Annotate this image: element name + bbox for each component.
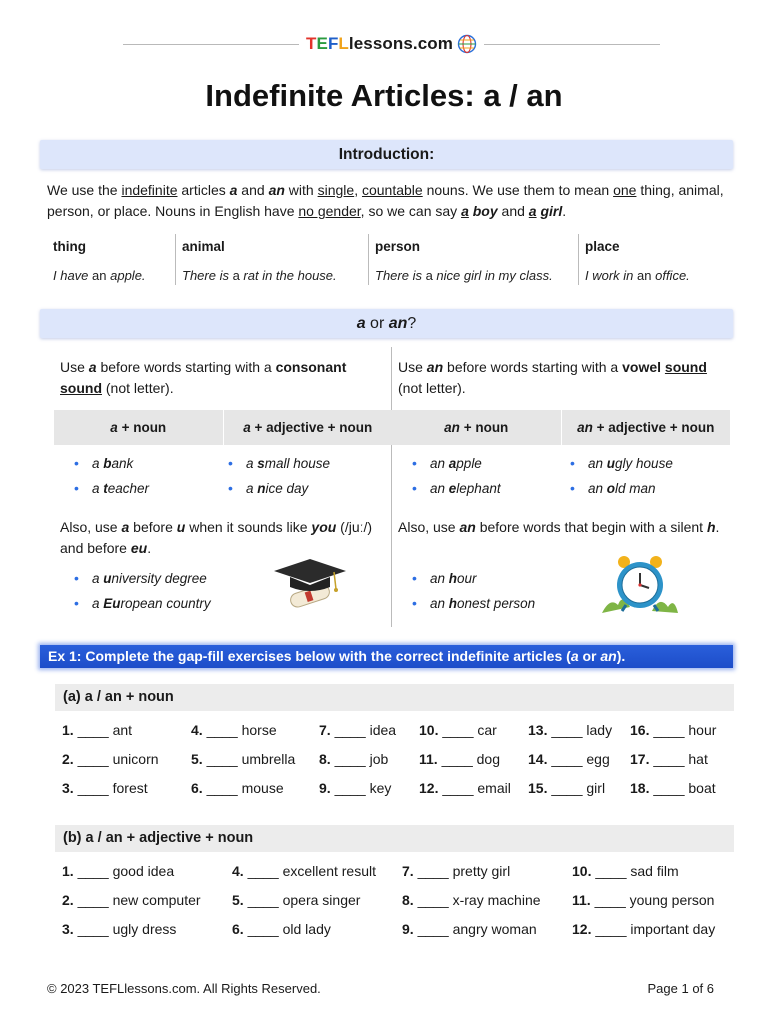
alarm-clock-icon — [600, 553, 680, 615]
exercise-item[interactable]: 1. ____ ant — [62, 722, 133, 738]
divider — [484, 44, 660, 45]
exercise-item[interactable]: 6. ____ old lady — [232, 921, 331, 937]
exercise-item[interactable]: 2. ____ unicorn — [62, 751, 159, 767]
band-text: ? — [407, 315, 417, 332]
exercise-instruction-bar: Ex 1: Complete the gap-fill exercises below with the correct indefinite articles (a or an). — [40, 645, 733, 668]
copyright-text: © 2023 TEFLlessons.com. All Rights Reserved. — [47, 981, 321, 996]
footer — [47, 981, 714, 996]
intro-article: a — [461, 203, 469, 219]
list-item: • an apple — [408, 451, 501, 476]
exercise-item[interactable]: 10. ____ sad film — [572, 863, 679, 879]
exercise-item[interactable]: 16. ____ hour — [630, 722, 717, 738]
category-person — [368, 234, 578, 285]
logo — [299, 34, 484, 54]
exercise-item[interactable]: 12. ____ important day — [572, 921, 716, 937]
intro-article: an — [268, 182, 285, 198]
rule-an: Use an before words starting with a vowel sound (not letter). — [398, 359, 707, 396]
exercise-item[interactable]: 11. ____ dog — [419, 751, 500, 767]
band-article-an: an — [388, 315, 408, 332]
intro-underline: indefinite — [121, 182, 178, 198]
intro-text: , — [354, 182, 362, 198]
exercise-item[interactable]: 13. ____ lady — [528, 722, 613, 738]
exercise-item[interactable]: 7. ____ idea — [319, 722, 397, 738]
category-place — [578, 234, 733, 285]
intro-text: with — [284, 182, 318, 198]
exercise-item[interactable]: 8. ____ job — [319, 751, 389, 767]
also-rule-a: Also, use a before u when it sounds like you (/juː/) and before eu. — [60, 519, 373, 556]
band-text: or — [365, 315, 389, 332]
subheader-an — [392, 410, 730, 445]
intro-article: a — [528, 203, 537, 219]
category-heading: person — [375, 239, 421, 254]
page-number: Page 1 of 6 — [647, 981, 714, 996]
logo-letter-e: E — [316, 34, 328, 53]
intro-paragraph — [47, 180, 737, 222]
exercise-item[interactable]: 5. ____ umbrella — [191, 751, 296, 767]
section-a-title: (a) a / an + noun — [55, 684, 734, 711]
subheader-an-adj-noun: an + adjective + noun — [561, 410, 731, 445]
list-an-noun — [408, 451, 501, 501]
category-example: I have an apple. — [53, 268, 146, 283]
intro-text: . — [562, 203, 567, 219]
exercise-item[interactable]: 5. ____ opera singer — [232, 892, 361, 908]
intro-underline: no gender — [298, 203, 361, 219]
exercise-item[interactable]: 3. ____ ugly dress — [62, 921, 177, 937]
intro-underline: countable — [361, 182, 423, 198]
exercise-item[interactable]: 3. ____ forest — [62, 780, 148, 796]
category-table — [47, 234, 737, 285]
band-article-a: a — [356, 315, 366, 332]
logo-letter-l: L — [338, 34, 349, 53]
page-title: Indefinite Articles: a / an — [205, 78, 563, 113]
exercise-item[interactable]: 14. ____ egg — [528, 751, 610, 767]
also-rule-an: Also, use an before words that begin with a silent h. — [398, 519, 720, 535]
divider — [123, 44, 299, 45]
intro-text: We use the — [47, 182, 122, 198]
list-an-adj-noun — [566, 451, 673, 501]
intro-text: , so we can say — [360, 203, 462, 219]
list-item: • an old man — [566, 476, 673, 501]
list-item: • an hour — [408, 566, 535, 591]
section-b-title: (b) a / an + adjective + noun — [55, 825, 734, 852]
exercise-item[interactable]: 7. ____ pretty girl — [402, 863, 511, 879]
intro-example-noun: girl — [536, 203, 563, 219]
category-heading: thing — [53, 239, 86, 254]
rule-a: Use a before words starting with a consonant sound (not letter). — [60, 359, 347, 396]
list-item: • a European country — [70, 591, 211, 616]
exercise-item[interactable]: 9. ____ angry woman — [402, 921, 537, 937]
list-an-h — [408, 566, 535, 616]
logo-letter-t: T — [306, 34, 317, 53]
intro-example-noun: boy — [468, 203, 498, 219]
intro-article: a — [229, 182, 238, 198]
list-a-u-eu — [70, 566, 211, 616]
list-a-adj-noun — [224, 451, 330, 501]
exercise-item[interactable]: 4. ____ horse — [191, 722, 277, 738]
exercise-item[interactable]: 4. ____ excellent result — [232, 863, 376, 879]
category-heading: animal — [182, 239, 225, 254]
list-item: • an elephant — [408, 476, 501, 501]
exercise-item[interactable]: 8. ____ x-ray machine — [402, 892, 541, 908]
section-band-introduction: Introduction: — [40, 140, 733, 169]
list-item: • a nice day — [224, 476, 330, 501]
exercise-item[interactable]: 6. ____ mouse — [191, 780, 284, 796]
list-item: • a university degree — [70, 566, 211, 591]
list-item: • a teacher — [70, 476, 149, 501]
logo-letter-f: F — [327, 34, 339, 53]
exercise-item[interactable]: 10. ____ car — [419, 722, 497, 738]
list-item: • a small house — [224, 451, 330, 476]
column-a — [54, 347, 390, 627]
intro-text: and — [237, 182, 269, 198]
intro-text: articles — [177, 182, 230, 198]
list-item: • a bank — [70, 451, 149, 476]
exercise-item[interactable]: 17. ____ hat — [630, 751, 708, 767]
exercise-item[interactable]: 18. ____ boat — [630, 780, 716, 796]
subheader-a — [54, 410, 392, 445]
subheader-an-noun: an + noun — [444, 420, 509, 435]
intro-text: thing, animal, person, or place. Nouns in English have — [47, 182, 724, 219]
category-heading: place — [585, 239, 620, 254]
exercise-item[interactable]: 9. ____ key — [319, 780, 392, 796]
list-a-noun — [70, 451, 149, 501]
exercise-item[interactable]: 12. ____ email — [419, 780, 511, 796]
subheader-a-adj-noun: a + adjective + noun — [223, 410, 393, 445]
intro-underline: one — [613, 182, 637, 198]
intro-text: and — [497, 203, 529, 219]
intro-underline: single — [317, 182, 355, 198]
category-thing — [47, 234, 175, 285]
category-animal — [175, 234, 368, 285]
exercise-item[interactable]: 11. ____ young person — [572, 892, 715, 908]
logo-header — [123, 33, 660, 55]
graduation-cap-icon — [270, 555, 348, 613]
exercise-item[interactable]: 2. ____ new computer — [62, 892, 201, 908]
exercise-item[interactable]: 15. ____ girl — [528, 780, 606, 796]
exercise-item[interactable]: 1. ____ good idea — [62, 863, 175, 879]
category-example: There is a nice girl in my class. — [375, 268, 553, 283]
list-item: • an ugly house — [566, 451, 673, 476]
list-item: • an honest person — [408, 591, 535, 616]
column-an — [392, 347, 728, 627]
globe-icon — [457, 34, 477, 54]
category-example: I work in an office. — [585, 268, 690, 283]
subheader-a-noun: a + noun — [110, 420, 167, 435]
category-example: There is a rat in the house. — [182, 268, 337, 283]
section-band-a-or-an — [40, 309, 733, 338]
logo-text: lessons.com — [348, 34, 453, 53]
intro-text: nouns. We use them to mean — [422, 182, 614, 198]
